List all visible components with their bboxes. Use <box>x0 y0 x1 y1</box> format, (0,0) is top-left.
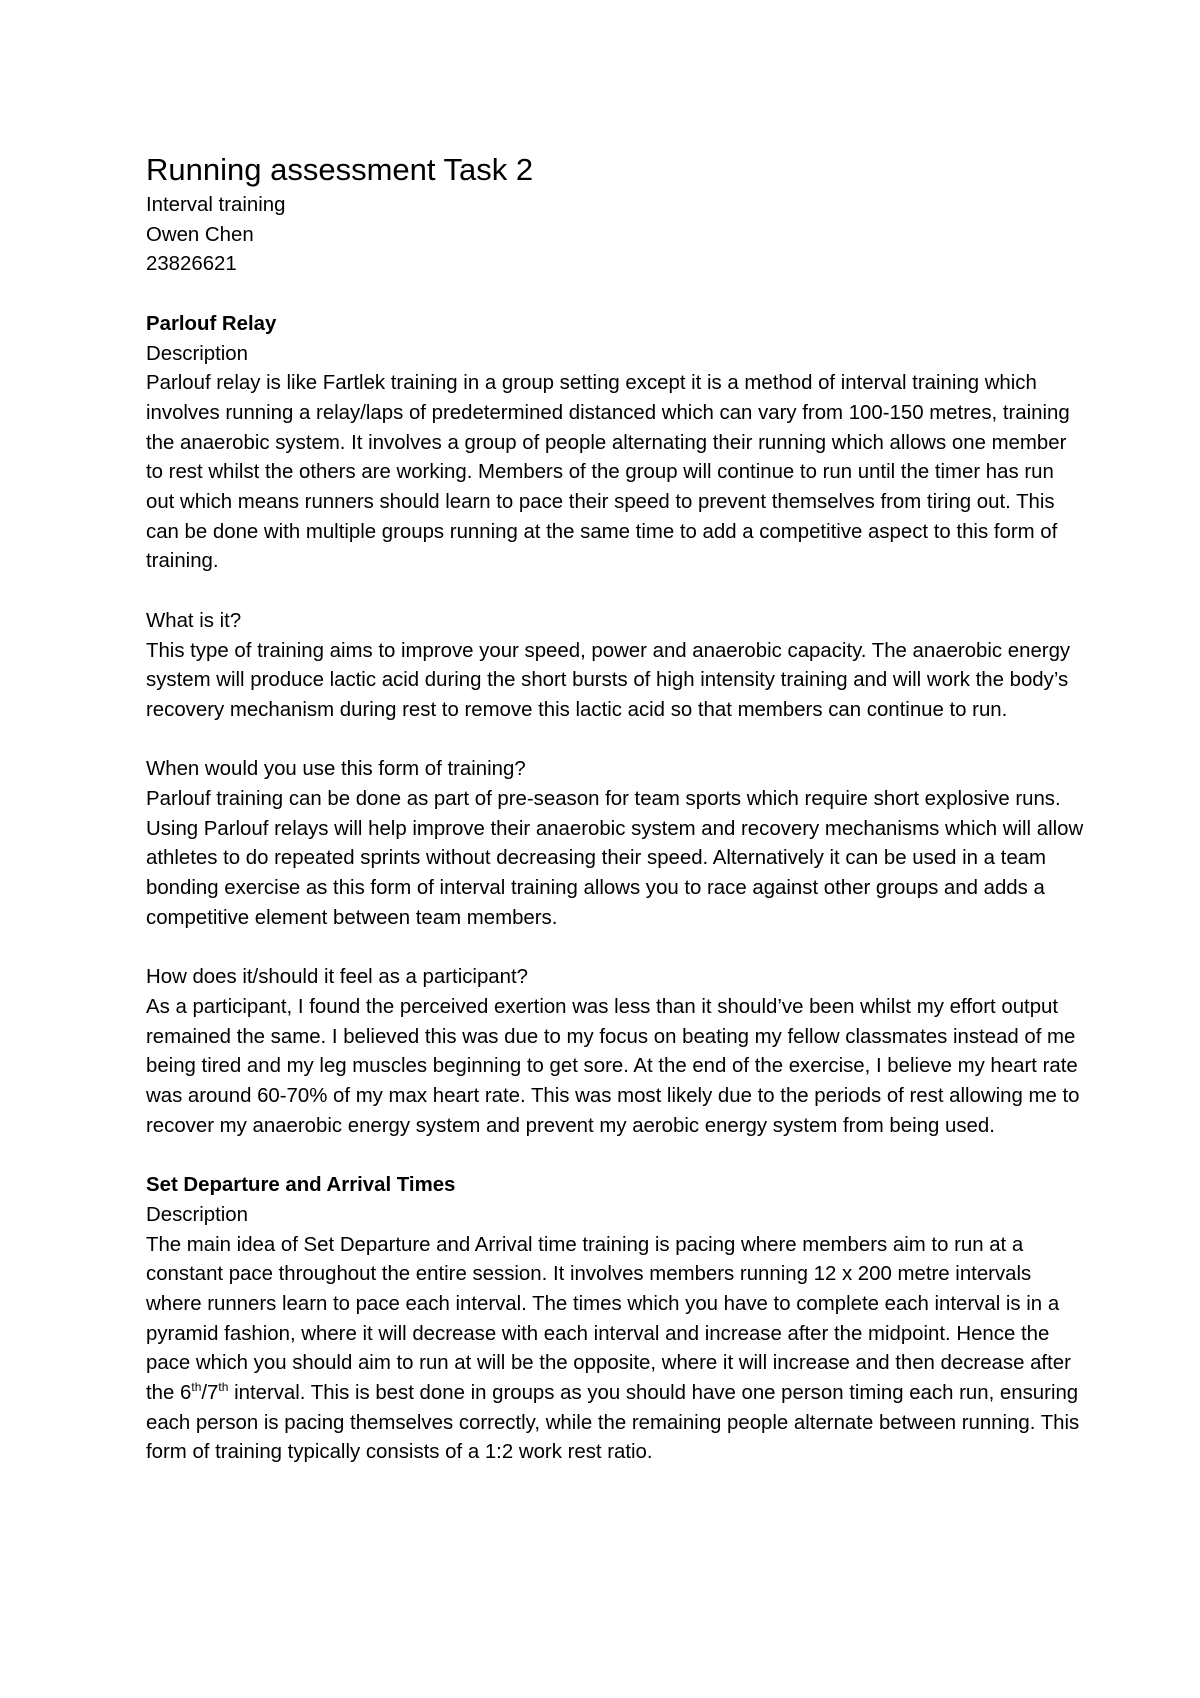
spacer <box>146 934 1086 964</box>
spacer <box>146 577 1086 607</box>
paragraph-text-before: The main idea of Set Departure and Arrival time training is pacing where members aim to run at a constant pace throughout the entire session. It involves members running 12 x 200 metre intervals where runners learn to pace each interval. The times which you have to complete each interval is in a pyramid fashion, where it will decrease with each interval and increase after the midpoint. Hence the pace which you should aim to run at will be the opposite, where it will increase and then decrease after the 6 <box>146 1233 1071 1405</box>
document-title: Running assessment Task 2 <box>146 152 534 187</box>
paragraph-set-departure-description <box>146 1231 1086 1469</box>
section-title-set-departure: Set Departure and Arrival Times <box>146 1174 456 1197</box>
spacer <box>146 726 1086 756</box>
spacer <box>146 1141 1086 1171</box>
student-id: 23826621 <box>146 253 237 276</box>
document-page <box>146 150 1086 1468</box>
section-title-parlouf-relay: Parlouf Relay <box>146 312 277 335</box>
document-subtitle: Interval training <box>146 194 286 216</box>
author-name: Owen Chen <box>146 223 254 246</box>
superscript-th: th <box>191 1380 202 1395</box>
subheading-what-is-it: What is it? <box>146 609 242 632</box>
subheading-description: Description <box>146 1203 248 1226</box>
superscript-th: th <box>218 1380 229 1395</box>
paragraph-parlouf-description: Parlouf relay is like Fartlek training in a group setting except it is a method of interval training which involves running a relay/laps of predetermined distanced which can vary from 100-150 metres, training the anaerobic system. It involves a group of people alternating their running which allows one member to rest whilst the others are working. Members of the group will continue to run until the timer has run out which means runners should learn to pace their speed to prevent themselves from tiring out. This can be done with multiple groups running at the same time to add a competitive aspect to this form of training. <box>146 372 1070 573</box>
paragraph-when-to-use: Parlouf training can be done as part of pre-season for team sports which require short explosive runs. Using Parlouf relays will help improve their anaerobic system and recovery mechanisms which will allow athletes to do repeated sprints without decreasing their speed. Alternatively it can be used in a team bonding exercise as this form of interval training allows you to race against other groups and adds a competitive element between team members. <box>146 788 1084 929</box>
spacer <box>146 280 1086 310</box>
paragraph-what-is-it: This type of training aims to improve your speed, power and anaerobic capacity. The anaerobic energy system will produce lactic acid during the short bursts of high intensity training and will work the body’s recovery mechanism during rest to remove this lactic acid so that members can continue to run. <box>146 639 1071 721</box>
paragraph-slash: /7 <box>201 1382 219 1405</box>
subheading-participant-feel: How does it/should it feel as a participant? <box>146 966 528 989</box>
subheading-description: Description <box>146 342 248 365</box>
subheading-when-to-use: When would you use this form of training? <box>146 758 526 781</box>
paragraph-text-after: interval. This is best done in groups as you should have one person timing each run, ensuring each person is pacing themselves correctly, while the remaining people alternate between running. This form of training typically consists of a 1:2 work rest ratio. <box>146 1382 1080 1464</box>
paragraph-participant-feel: As a participant, I found the perceived exertion was less than it should’ve been whilst my effort output remained the same. I believed this was due to my focus on beating my fellow classmates instead of me being tired and my leg muscles beginning to get sore. At the end of the exercise, I believe my heart rate was around 60-70% of my max heart rate. This was most likely due to the periods of rest allowing me to recover my anaerobic energy system and prevent my aerobic energy system from being used. <box>146 995 1080 1137</box>
